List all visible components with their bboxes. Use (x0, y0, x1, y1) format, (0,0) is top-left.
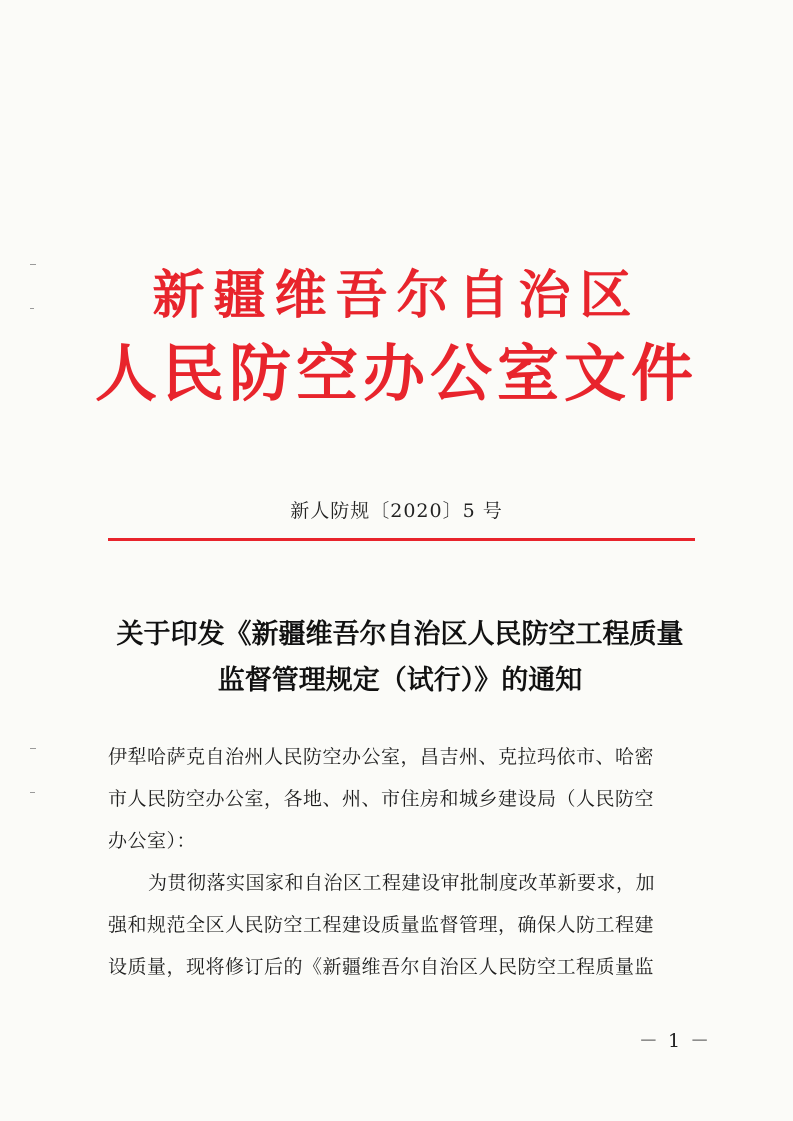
scan-margin-mark (30, 264, 36, 265)
body-line: 伊犁哈萨克自治州人民防空办公室，昌吉州、克拉玛依市、哈密 (108, 746, 655, 768)
page-number: － 1 － (638, 1030, 712, 1052)
body-line: 强和规范全区人民防空工程建设质量监督管理，确保人防工程建 (108, 914, 655, 936)
document-number: 新人防规〔2020〕5 号 (290, 500, 503, 522)
body-text (108, 736, 698, 988)
red-separator-line (108, 538, 695, 541)
issuer-header-line2: 人民防空办公室文件 (94, 337, 698, 410)
issuer-header-line1: 新疆维吾尔自治区 (152, 265, 641, 326)
title-line2: 监督管理规定（试行）》的通知 (217, 665, 583, 696)
document-title (60, 612, 740, 704)
scan-margin-mark (30, 792, 35, 793)
scan-margin-mark (30, 748, 36, 749)
title-line1: 关于印发《新疆维吾尔自治区人民防空工程质量 (116, 619, 684, 650)
body-line: 市人民防空办公室，各地、州、市住房和城乡建设局（人民防空 (108, 788, 655, 810)
body-line: 为贯彻落实国家和自治区工程建设审批制度改革新要求，加 (148, 872, 656, 894)
body-line: 设质量，现将修订后的《新疆维吾尔自治区人民防空工程质量监 (108, 956, 655, 978)
body-line: 办公室）： (108, 830, 197, 852)
